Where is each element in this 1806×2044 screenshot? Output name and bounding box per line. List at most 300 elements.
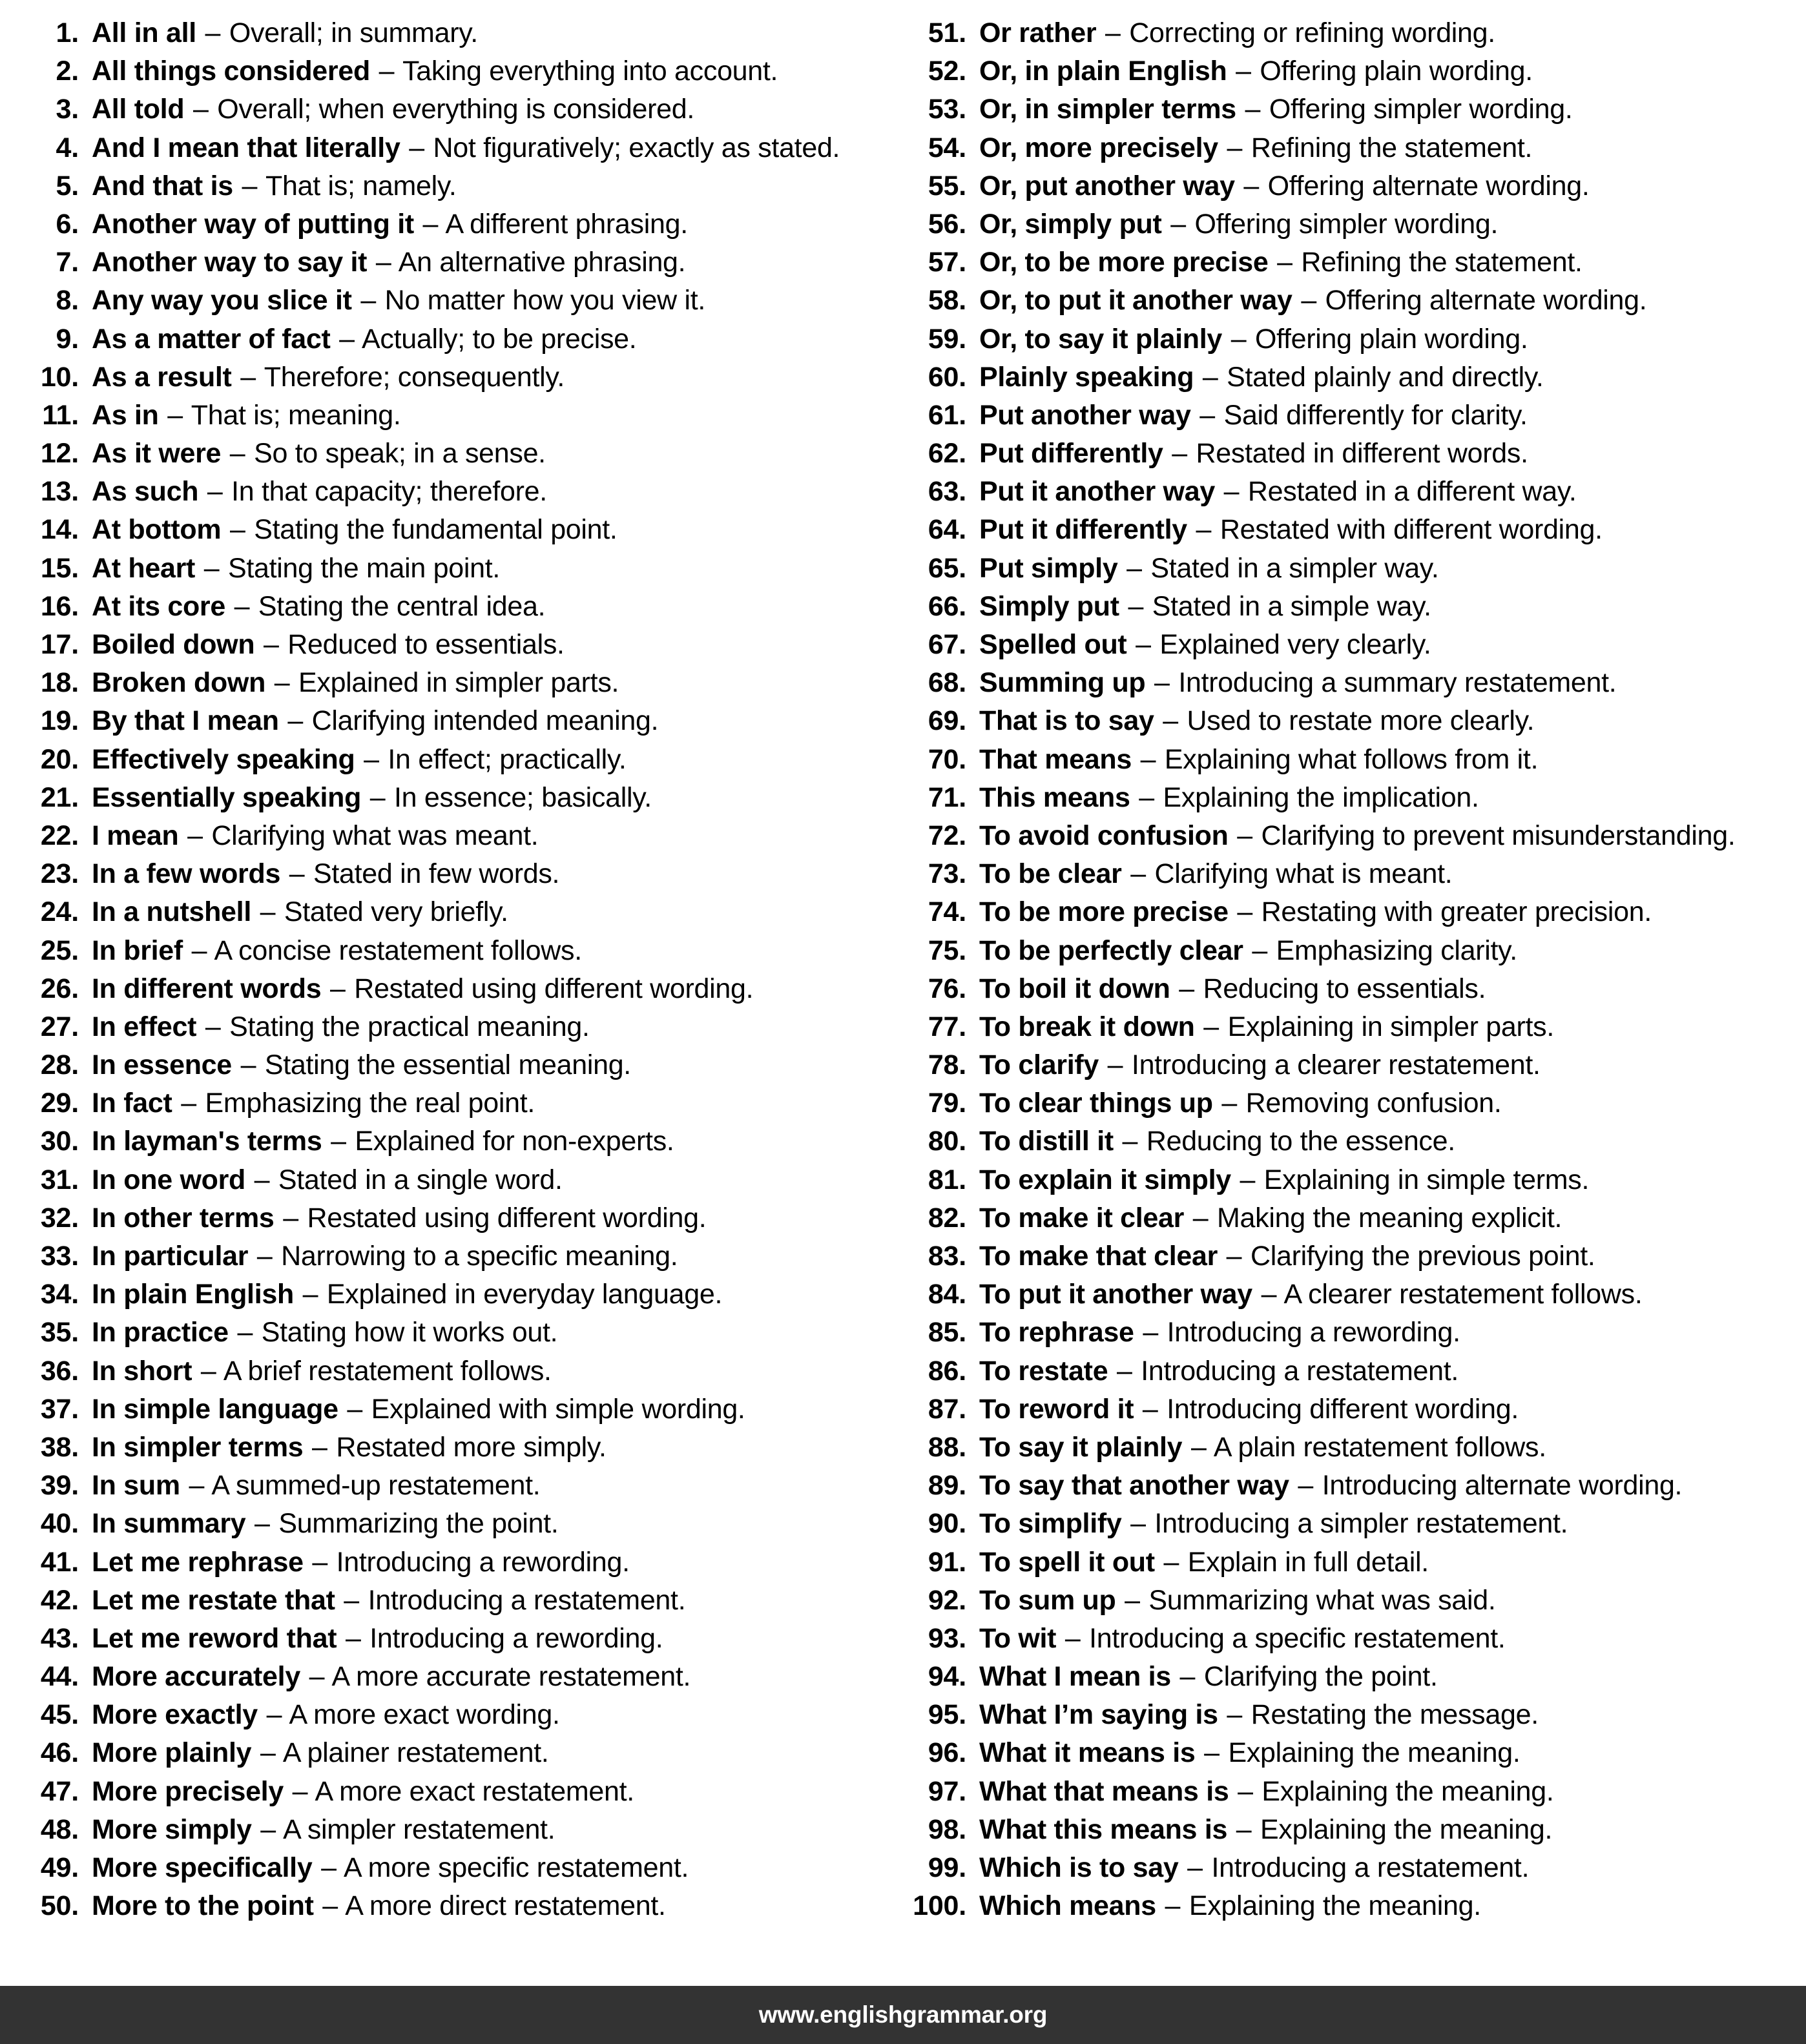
phrase-item-number: 90. [928, 1508, 966, 1540]
phrase-list-item [912, 243, 1790, 282]
phrase-list-item [25, 1887, 897, 1925]
phrase-item-body [92, 1734, 897, 1772]
phrase-list-item [912, 1505, 1790, 1543]
phrase-item-body [92, 1390, 897, 1429]
phrase-item-body [979, 14, 1790, 52]
phrase-item-body [979, 320, 1790, 358]
phrase-item-number: 39. [40, 1470, 79, 1502]
phrase-item-separator: – [1199, 399, 1215, 431]
phrase-item-definition: A simpler restatement. [283, 1813, 555, 1845]
phrase-list-item [25, 1696, 897, 1734]
phrase-item-body [92, 1505, 897, 1543]
phrase-item-number: 64. [928, 514, 966, 546]
phrase-item-body [979, 205, 1790, 243]
phrase-item-definition: Reducing to the essence. [1146, 1126, 1455, 1157]
phrase-item-number: 18. [40, 667, 79, 699]
phrase-list-item [912, 1046, 1790, 1084]
phrase-item-term: In plain English [92, 1279, 294, 1310]
phrase-item-body [979, 702, 1790, 740]
phrase-item-number: 42. [40, 1584, 79, 1616]
phrase-item-separator: – [260, 1813, 276, 1845]
phrase-item-separator: – [274, 667, 290, 699]
phrase-item-term: More specifically [92, 1852, 313, 1883]
phrase-item-definition: Used to restate more clearly. [1187, 705, 1535, 737]
phrase-item-body [979, 129, 1790, 167]
phrase-item-body [979, 1275, 1790, 1314]
phrase-list-item [25, 435, 897, 473]
phrase-item-number: 13. [40, 476, 79, 508]
phrase-item-separator: – [344, 1584, 359, 1616]
phrase-item-separator: – [1136, 629, 1151, 660]
phrase-item-number: 96. [928, 1737, 966, 1769]
phrase-item-number: 29. [40, 1088, 79, 1119]
phrase-item-term: Another way to say it [92, 247, 368, 278]
phrase-item-separator: – [1179, 1661, 1196, 1693]
phrase-item-definition: Introducing a restatement. [1211, 1852, 1530, 1883]
phrase-item-body [92, 779, 897, 817]
phrase-item-term: What that means is [979, 1775, 1229, 1807]
phrase-item-number: 40. [40, 1508, 79, 1540]
phrase-item-separator: – [312, 1431, 327, 1463]
phrase-item-separator: – [240, 361, 256, 393]
phrase-list-item [912, 1314, 1790, 1352]
phrase-item-separator: – [309, 1661, 325, 1693]
phrase-item-term: Any way you slice it [92, 285, 352, 316]
phrase-item-body [979, 1505, 1790, 1543]
phrase-item-separator: – [312, 1546, 327, 1578]
phrase-item-definition: Therefore; consequently. [264, 361, 565, 393]
phrase-list-item [25, 320, 897, 358]
phrase-item-body [979, 1390, 1790, 1429]
phrase-item-number: 19. [40, 705, 79, 737]
phrase-item-number: 72. [928, 820, 966, 851]
phrase-item-term: As a matter of fact [92, 323, 331, 355]
phrase-item-body [979, 1352, 1790, 1390]
phrase-item-definition: A plainer restatement. [282, 1737, 549, 1769]
phrase-item-body [92, 90, 897, 129]
phrase-item-separator: – [1122, 1126, 1138, 1157]
phrase-item-separator: – [207, 476, 223, 508]
phrase-item-separator: – [189, 1470, 205, 1502]
phrase-item-body [92, 1008, 897, 1046]
phrase-item-separator: – [1105, 17, 1121, 48]
phrase-item-term: In layman's terms [92, 1126, 322, 1157]
phrase-item-definition: Explained with simple wording. [371, 1393, 745, 1425]
phrase-item-body [979, 932, 1790, 970]
phrase-item-definition: Introducing a clearer restatement. [1131, 1049, 1541, 1081]
phrase-item-term: To say that another way [979, 1470, 1289, 1502]
phrase-item-body [92, 1582, 897, 1620]
phrase-item-number: 80. [928, 1126, 966, 1157]
phrase-item-body [92, 702, 897, 740]
phrase-list-item [25, 1620, 897, 1658]
phrase-item-number: 50. [40, 1890, 79, 1922]
phrase-item-definition: Removing confusion. [1245, 1088, 1502, 1119]
phrase-list-item [25, 129, 897, 167]
phrase-list-item [25, 1046, 897, 1084]
phrase-item-separator: – [283, 1202, 298, 1234]
phrase-item-number: 98. [928, 1813, 966, 1845]
phrase-list-item [912, 1543, 1790, 1582]
phrase-list-item [25, 1811, 897, 1849]
phrase-item-number: 49. [40, 1852, 79, 1883]
phrase-item-separator: – [1238, 1775, 1253, 1807]
phrase-item-definition: Explaining the meaning. [1188, 1890, 1481, 1922]
phrase-list-item [25, 741, 897, 779]
phrase-item-definition: Offering plain wording. [1254, 323, 1528, 355]
phrase-item-body [92, 1046, 897, 1084]
phrase-item-term: What it means is [979, 1737, 1196, 1769]
phrase-item-separator: – [191, 934, 207, 966]
phrase-item-definition: Restated in different words. [1196, 438, 1528, 470]
phrase-item-body [979, 473, 1790, 511]
phrase-list-item [912, 167, 1790, 205]
phrase-item-number: 62. [928, 438, 966, 470]
phrase-item-separator: – [1170, 208, 1186, 240]
phrase-item-body [92, 626, 897, 664]
phrase-item-term: Which is to say [979, 1852, 1179, 1883]
phrase-item-body [92, 1696, 897, 1734]
phrase-item-definition: Clarifying the previous point. [1250, 1241, 1595, 1272]
phrase-item-separator: – [254, 1508, 270, 1540]
phrase-item-number: 93. [928, 1622, 966, 1654]
phrase-item-separator: – [1237, 820, 1252, 851]
phrase-item-definition: Restated using different wording. [354, 973, 754, 1004]
phrase-list-item [25, 90, 897, 129]
phrase-item-body [979, 626, 1790, 664]
phrase-item-number: 43. [40, 1622, 79, 1654]
phrase-item-separator: – [1202, 361, 1218, 393]
phrase-item-number: 41. [40, 1546, 79, 1578]
phrase-item-definition: Introducing a summary restatement. [1178, 667, 1617, 699]
phrase-item-definition: Stated in a simpler way. [1150, 552, 1439, 584]
phrase-item-term: At bottom [92, 514, 222, 546]
phrase-item-separator: – [263, 629, 279, 660]
phrase-item-separator: – [205, 1011, 221, 1042]
phrase-item-separator: – [302, 1279, 318, 1310]
phrase-item-number: 34. [40, 1279, 79, 1310]
phrase-item-body [92, 588, 897, 626]
phrase-item-separator: – [1252, 934, 1268, 966]
phrase-item-term: What I’m saying is [979, 1699, 1218, 1731]
phrase-item-number: 71. [928, 781, 966, 813]
phrase-item-definition: That is; meaning. [191, 399, 401, 431]
phrase-item-body [979, 1008, 1790, 1046]
phrase-item-definition: Actually; to be precise. [362, 323, 637, 355]
phrase-item-number: 87. [928, 1393, 966, 1425]
phrase-item-number: 63. [928, 476, 966, 508]
phrase-item-number: 28. [40, 1049, 79, 1081]
phrase-list-item [25, 1429, 897, 1467]
phrase-item-separator: – [1236, 56, 1251, 87]
phrase-item-definition: Refining the statement. [1301, 247, 1583, 278]
phrase-item-definition: Stated in few words. [313, 858, 560, 890]
phrase-list-item [25, 588, 897, 626]
phrase-item-definition: Introducing alternate wording. [1322, 1470, 1683, 1502]
phrase-item-separator: – [1236, 1813, 1252, 1845]
phrase-item-number: 15. [40, 552, 79, 584]
phrase-item-separator: – [1223, 476, 1240, 508]
phrase-item-definition: Explaining the implication. [1163, 781, 1479, 813]
phrase-item-definition: Explaining the meaning. [1261, 1775, 1554, 1807]
phrase-list-item [912, 1161, 1790, 1199]
phrase-item-body [92, 1658, 897, 1696]
phrase-item-term: To be perfectly clear [979, 934, 1243, 966]
phrase-item-body [92, 1237, 897, 1275]
phrase-item-term: To restate [979, 1355, 1108, 1387]
phrase-item-term: In simple language [92, 1393, 338, 1425]
phrase-item-body [92, 855, 897, 893]
phrase-item-definition: Introducing a restatement. [368, 1584, 686, 1616]
phrase-list-item [912, 970, 1790, 1008]
phrase-item-body [979, 1161, 1790, 1199]
phrase-item-body [979, 52, 1790, 90]
phrase-list-item [912, 1696, 1790, 1734]
phrase-item-number: 55. [928, 170, 966, 201]
phrase-item-definition: Introducing a rewording. [369, 1622, 663, 1654]
phrase-list-item [912, 473, 1790, 511]
phrase-list-item [912, 1237, 1790, 1275]
phrase-item-separator: – [331, 1126, 346, 1157]
phrase-item-number: 23. [40, 858, 79, 890]
phrase-list-item [912, 664, 1790, 702]
phrase-item-term: Or, in plain English [979, 56, 1227, 87]
phrase-item-definition: Making the meaning explicit. [1217, 1202, 1562, 1234]
phrase-item-term: In practice [92, 1317, 229, 1348]
phrase-item-separator: – [1298, 1470, 1314, 1502]
phrase-item-separator: – [369, 781, 386, 813]
phrase-item-number: 1. [56, 17, 79, 48]
phrase-item-number: 68. [928, 667, 966, 699]
phrase-item-separator: – [375, 247, 391, 278]
phrase-list-item [25, 511, 897, 549]
phrase-item-number: 27. [40, 1011, 79, 1042]
phrase-item-body [92, 1199, 897, 1237]
phrase-item-number: 9. [56, 323, 79, 355]
phrase-item-number: 92. [928, 1584, 966, 1616]
phrase-item-number: 75. [928, 934, 966, 966]
phrase-item-term: Or, to put it another way [979, 285, 1292, 316]
phrase-item-body [979, 435, 1790, 473]
phrase-item-term: All told [92, 94, 185, 125]
phrase-item-definition: Not figuratively; exactly as stated. [433, 132, 840, 163]
phrase-item-separator: – [379, 56, 395, 87]
phrase-list-item [25, 1849, 897, 1887]
phrase-item-term: To wit [979, 1622, 1057, 1654]
phrase-item-body [92, 1849, 897, 1887]
phrase-item-separator: – [1227, 132, 1243, 163]
phrase-list-item [25, 550, 897, 588]
phrase-item-separator: – [322, 1890, 338, 1922]
phrase-list-item [912, 1467, 1790, 1505]
phrase-item-number: 10. [40, 361, 79, 393]
phrase-item-number: 5. [56, 170, 79, 201]
phrase-item-number: 97. [928, 1775, 966, 1807]
phrase-item-definition: Introducing a rewording. [1167, 1317, 1460, 1348]
phrase-item-term: To simplify [979, 1508, 1122, 1540]
phrase-item-definition: Taking everything into account. [402, 56, 778, 87]
phrase-list-item [912, 320, 1790, 358]
phrase-list-item [912, 511, 1790, 549]
phrase-item-number: 60. [928, 361, 966, 393]
phrase-item-definition: Clarifying to prevent misunderstanding. [1261, 820, 1736, 851]
phrase-item-definition: In effect; practically. [388, 743, 627, 775]
phrase-list-item [912, 1658, 1790, 1696]
phrase-item-separator: – [1221, 1088, 1237, 1119]
phrase-item-number: 85. [928, 1317, 966, 1348]
phrase-item-body [979, 1811, 1790, 1849]
phrase-list-item [25, 702, 897, 740]
phrase-item-body [92, 932, 897, 970]
phrase-item-definition: Explained in simpler parts. [298, 667, 619, 699]
phrase-list-item [912, 1582, 1790, 1620]
phrase-item-definition: A more direct restatement. [345, 1890, 666, 1922]
phrase-item-body [92, 1122, 897, 1161]
phrase-list-item [25, 1084, 897, 1122]
phrase-item-separator: – [266, 1699, 282, 1731]
phrase-item-body [979, 90, 1790, 129]
phrase-item-separator: – [321, 1852, 337, 1883]
phrase-item-body [979, 1429, 1790, 1467]
phrase-item-number: 89. [928, 1470, 966, 1502]
phrase-item-definition: A different phrasing. [445, 208, 688, 240]
phrase-list-item [25, 855, 897, 893]
phrase-list-item [25, 970, 897, 1008]
phrase-item-term: As such [92, 476, 199, 508]
phrase-item-term: What this means is [979, 1813, 1228, 1845]
phrase-list-item [25, 1161, 897, 1199]
phrase-item-term: All in all [92, 17, 196, 48]
phrase-list-item [25, 397, 897, 435]
phrase-item-term: To put it another way [979, 1279, 1252, 1310]
phrase-item-separator: – [229, 438, 245, 470]
phrase-item-number: 31. [40, 1164, 79, 1195]
phrase-item-definition: Stating the main point. [228, 552, 500, 584]
phrase-item-separator: – [181, 1088, 196, 1119]
phrase-item-separator: – [1125, 1584, 1140, 1616]
phrase-item-number: 58. [928, 285, 966, 316]
phrase-item-number: 33. [40, 1241, 79, 1272]
phrase-item-definition: Restating the message. [1251, 1699, 1539, 1731]
phrase-item-separator: – [1187, 1852, 1203, 1883]
phrase-item-separator: – [1192, 1202, 1209, 1234]
phrase-item-number: 44. [40, 1661, 79, 1693]
phrase-item-number: 47. [40, 1775, 79, 1807]
phrase-item-separator: – [1142, 1393, 1158, 1425]
phrase-item-term: To sum up [979, 1584, 1116, 1616]
phrase-item-term: Put it another way [979, 476, 1215, 508]
phrase-item-number: 7. [56, 247, 79, 278]
phrase-item-definition: A clearer restatement follows. [1283, 1279, 1643, 1310]
phrase-item-term: Summing up [979, 667, 1146, 699]
phrase-item-term: This means [979, 781, 1130, 813]
phrase-item-body [92, 1467, 897, 1505]
phrase-item-body [979, 1887, 1790, 1925]
phrase-item-separator: – [1143, 1317, 1158, 1348]
phrase-list-item [25, 1008, 897, 1046]
phrase-item-body [979, 1046, 1790, 1084]
phrase-item-term: To clarify [979, 1049, 1099, 1081]
phrase-item-separator: – [203, 552, 220, 584]
phrase-item-number: 36. [40, 1355, 79, 1387]
phrase-item-number: 59. [928, 323, 966, 355]
phrase-item-body [92, 1773, 897, 1811]
phrase-item-body [92, 1314, 897, 1352]
phrase-list-item [25, 14, 897, 52]
phrase-list-item [25, 817, 897, 855]
phrase-item-number: 8. [56, 285, 79, 316]
phrase-list-item [912, 1849, 1790, 1887]
phrase-item-separator: – [1179, 973, 1194, 1004]
phrase-item-term: Or, put another way [979, 170, 1235, 201]
phrase-item-separator: – [1237, 896, 1252, 928]
phrase-item-separator: – [1196, 514, 1212, 546]
phrase-list-item [912, 1734, 1790, 1772]
phrase-item-number: 30. [40, 1126, 79, 1157]
phrase-item-separator: – [1154, 667, 1170, 699]
phrase-item-number: 76. [928, 973, 966, 1004]
phrase-list-item [25, 167, 897, 205]
phrase-item-separator: – [1245, 94, 1261, 125]
phrase-item-separator: – [234, 590, 250, 622]
phrase-list-item [912, 205, 1790, 243]
phrase-item-separator: – [1130, 1508, 1146, 1540]
phrase-item-separator: – [1140, 743, 1156, 775]
phrase-item-number: 69. [928, 705, 966, 737]
phrase-item-term: As in [92, 399, 159, 431]
phrase-item-definition: No matter how you view it. [384, 285, 706, 316]
phrase-item-separator: – [347, 1393, 362, 1425]
phrase-item-number: 46. [40, 1737, 79, 1769]
phrase-item-term: Spelled out [979, 629, 1127, 660]
phrase-item-definition: Stating the essential meaning. [264, 1049, 631, 1081]
phrase-item-body [979, 1658, 1790, 1696]
phrase-list-item [912, 1620, 1790, 1658]
phrase-item-term: Essentially speaking [92, 781, 362, 813]
phrase-item-definition: A summed-up restatement. [211, 1470, 541, 1502]
phrase-item-number: 81. [928, 1164, 966, 1195]
phrase-item-definition: Offering simpler wording. [1269, 94, 1573, 125]
phrase-item-separator: – [287, 705, 303, 737]
phrase-item-definition: Said differently for clarity. [1223, 399, 1528, 431]
phrase-item-number: 35. [40, 1317, 79, 1348]
phrase-item-separator: – [1130, 858, 1146, 890]
phrase-item-definition: A more specific restatement. [344, 1852, 689, 1883]
phrase-item-term: Effectively speaking [92, 743, 355, 775]
phrase-item-number: 26. [40, 973, 79, 1004]
phrase-item-term: In sum [92, 1470, 180, 1502]
phrase-item-number: 67. [928, 629, 966, 660]
phrase-item-definition: Emphasizing clarity. [1276, 934, 1517, 966]
phrase-item-term: In effect [92, 1011, 197, 1042]
phrase-item-body [979, 741, 1790, 779]
phrase-item-body [92, 893, 897, 931]
phrase-item-separator: – [1203, 1011, 1219, 1042]
phrase-item-number: 57. [928, 247, 966, 278]
phrase-item-number: 79. [928, 1088, 966, 1119]
phrase-item-body [92, 129, 897, 167]
phrase-item-separator: – [422, 208, 439, 240]
phrase-item-separator: – [1301, 285, 1316, 316]
phrase-list-item [912, 550, 1790, 588]
phrase-item-definition: An alternative phrasing. [398, 247, 686, 278]
phrase-list-item [25, 932, 897, 970]
phrase-item-body [92, 1352, 897, 1390]
phrase-item-term: At its core [92, 590, 225, 622]
phrase-item-definition: Summarizing the point. [278, 1508, 559, 1540]
phrase-item-separator: – [1172, 438, 1187, 470]
phrase-item-body [979, 1084, 1790, 1122]
